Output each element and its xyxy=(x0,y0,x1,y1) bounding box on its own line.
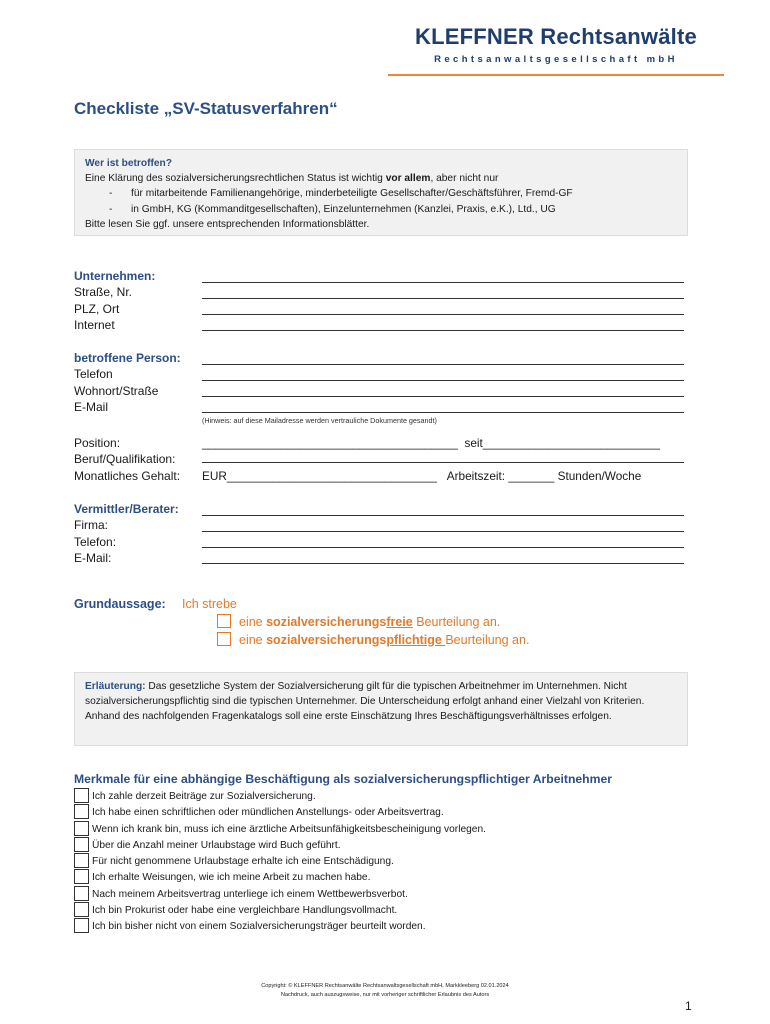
firm-label: Firma: xyxy=(74,518,108,533)
grundaussage-label: Grundaussage: xyxy=(74,597,166,611)
explanation-text: Das gesetzliche System der Sozialversicherung gilt für die typischen Arbeitnehmer im Unternehmen. Nicht sozialversicherungspflichtig sind die typischen Unternehmer. Die Unterscheidung erfolgt anhand einer Vielzahl von Kriterien. Anhand des nachfolgenden Fragenkatalogs soll eine erste Einschätzung Ihres Beschäftigungsverhältnisses erfolgen. xyxy=(85,681,645,723)
explanation-box xyxy=(74,672,688,746)
page-title: Checkliste „SV-Statusverfahren“ xyxy=(74,99,338,118)
checkbox[interactable] xyxy=(74,821,89,836)
since-label: seit xyxy=(464,436,483,450)
phone-input-line[interactable] xyxy=(202,380,684,381)
option-sv-free-checkbox[interactable] xyxy=(217,614,231,628)
street-label: Straße, Nr. xyxy=(74,285,133,300)
person-input-line[interactable] xyxy=(202,364,684,365)
explanation-heading: Erläuterung: xyxy=(85,681,146,692)
checkbox[interactable] xyxy=(74,918,89,933)
position-label: Position: xyxy=(74,436,121,450)
position-field[interactable]: _______________________________________ seit___________________________ xyxy=(202,436,660,450)
merkmale-list xyxy=(74,788,486,935)
checkbox[interactable] xyxy=(74,853,89,868)
agent-phone-label: Telefon: xyxy=(74,534,117,549)
list-item[interactable]: Ich habe einen schriftlichen oder mündlichen Anstellungs- oder Arbeitsvertrag. xyxy=(74,804,486,820)
profession-label: Beruf/Qualifikation: xyxy=(74,452,176,467)
brand-name: KLEFFNER Rechtsanwälte xyxy=(415,24,697,49)
agent-phone-input-line[interactable] xyxy=(202,547,684,548)
residence-input-line[interactable] xyxy=(202,396,684,397)
email-input-line[interactable] xyxy=(202,412,684,413)
residence-label: Wohnort/Straße xyxy=(74,383,159,398)
email-label: E-Mail xyxy=(74,400,109,415)
agent-email-label: E-Mail: xyxy=(74,551,112,566)
position-labels xyxy=(74,435,180,484)
worktime-unit: Stunden/Woche xyxy=(557,469,642,483)
agent-label: Vermittler/Berater: xyxy=(74,502,179,516)
phone-label: Telefon xyxy=(74,367,113,382)
list-item[interactable]: Ich zahle derzeit Beiträge zur Sozialversicherung. xyxy=(74,788,486,804)
list-item[interactable]: Ich bin bisher nicht von einem Sozialversicherungsträger beurteilt worden. xyxy=(74,918,486,934)
info-box-closing: Bitte lesen Sie ggf. unsere entsprechenden Informationsblätter. xyxy=(85,218,370,230)
list-item[interactable]: Ich erhalte Weisungen, wie ich meine Arbeit zu machen habe. xyxy=(74,869,486,885)
email-hint: (Hinweis: auf diese Mailadresse werden vertrauliche Dokumente gesandt) xyxy=(202,416,437,425)
page-number: 1 xyxy=(685,999,692,1013)
checkbox[interactable] xyxy=(74,804,89,819)
salary-label: Monatliches Gehalt: xyxy=(74,468,181,483)
company-labels xyxy=(74,268,155,334)
street-input-line[interactable] xyxy=(202,298,684,299)
agent-input-line[interactable] xyxy=(202,515,684,516)
option-sv-required-checkbox[interactable] xyxy=(217,632,231,646)
checkbox[interactable] xyxy=(74,902,89,917)
person-labels xyxy=(74,350,181,416)
checkbox[interactable] xyxy=(74,869,89,884)
list-item[interactable]: Nach meinem Arbeitsvertrag unterliege ich einem Wettbewerbsverbot. xyxy=(74,886,486,902)
checkbox[interactable] xyxy=(74,837,89,852)
info-box-heading: Wer ist betroffen? xyxy=(85,158,172,169)
agent-email-input-line[interactable] xyxy=(202,563,684,564)
option-sv-required[interactable]: eine sozialversicherungspflichtige Beurteilung an. xyxy=(217,632,529,647)
profession-input-line[interactable] xyxy=(202,462,684,463)
company-label: Unternehmen: xyxy=(74,269,156,283)
internet-input-line[interactable] xyxy=(202,330,684,331)
footer xyxy=(0,982,770,1000)
list-item[interactable]: Wenn ich krank bin, muss ich eine ärztliche Arbeitsunfähigkeitsbescheinigung vorlegen. xyxy=(74,821,486,837)
checkbox[interactable] xyxy=(74,886,89,901)
list-item[interactable]: Ich bin Prokurist oder habe eine vergleichbare Handlungsvollmacht. xyxy=(74,902,486,918)
city-input-line[interactable] xyxy=(202,314,684,315)
company-input-line[interactable] xyxy=(202,282,684,283)
checkbox[interactable] xyxy=(74,788,89,803)
city-label: PLZ, Ort xyxy=(74,301,120,316)
info-box-bullet: - in GmbH, KG (Kommanditgesellschaften), Einzelunternehmen (Kanzlei, Praxis, e.K.), Ltd., UG xyxy=(109,203,556,215)
list-item[interactable]: Über die Anzahl meiner Urlaubstage wird Buch geführt. xyxy=(74,837,486,853)
option-sv-free[interactable]: eine sozialversicherungsfreie Beurteilung an. xyxy=(217,614,500,629)
agent-labels xyxy=(74,501,179,567)
grundaussage-strebe: Ich strebe xyxy=(182,597,237,611)
merkmale-title: Merkmale für eine abhängige Beschäftigung als sozialversicherungspflichtiger Arbeitnehmer xyxy=(74,772,612,786)
letterhead xyxy=(388,14,724,76)
list-item[interactable]: Für nicht genommene Urlaubstage erhalte ich eine Entschädigung. xyxy=(74,853,486,869)
info-box xyxy=(74,149,688,236)
person-label: betroffene Person: xyxy=(74,351,181,365)
footer-copyright: Copyright: © KLEFFNER Rechtsanwälte Rechtsanwaltsgesellschaft mbH, Markkleeberg 02.01.2024 xyxy=(261,983,509,989)
footer-notice: Nachdruck, auch auszugsweise, nur mit vorheriger schriftlicher Erlaubnis des Autors xyxy=(280,992,490,998)
brand-subtitle: Rechtsanwaltsgesellschaft mbH xyxy=(434,54,678,65)
salary-field[interactable]: EUR________________________________ Arbeitszeit: _______ Stunden/Woche xyxy=(202,469,642,483)
info-box-bullet: - für mitarbeitende Familienangehörige, minderbeteiligte Gesellschafter/Geschäftsführer, Fremd-GF xyxy=(109,188,573,200)
worktime-label: Arbeitszeit: xyxy=(446,469,506,483)
internet-label: Internet xyxy=(74,318,115,333)
info-box-intro: Eine Klärung des sozialversicherungsrechtlichen Status ist wichtig vor allem, aber nicht nur xyxy=(85,173,499,185)
firm-input-line[interactable] xyxy=(202,531,684,532)
